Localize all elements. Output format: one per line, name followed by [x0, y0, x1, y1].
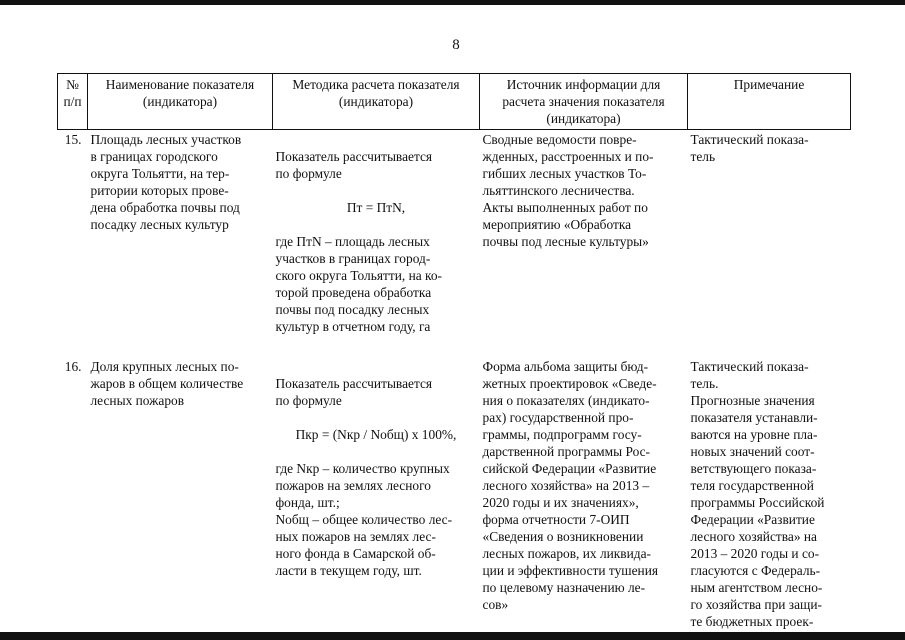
- page-number: 8: [452, 37, 460, 53]
- header-indicator-name: Наименование показателя (индикатора): [88, 74, 273, 130]
- note: Тактический показа- тель. Прогнозные значения показателя устанавли- ваются на уровне пла- новых значений соот- ветствующего показа- теля государственной программы Российской Федерации «Развитие лесного хозяйства» на 2013 – 2020 годы и со- гласуются с Федераль- ным агентством лесно- го хозяйства при защи- те бюджетных проек-: [690, 359, 825, 629]
- note: Тактический показа- тель: [690, 132, 809, 164]
- table-header-row: [58, 74, 851, 130]
- formula: Пт = ПтN,: [346, 200, 406, 215]
- method-intro: Показатель рассчитывается по формуле: [275, 149, 433, 181]
- info-source: Сводные ведомости повре- жденных, расстроенных и по- гибших лесных участков То- льяттинского лесничества. Акты выполненных работ по мероприятию «Обработка почвы под лесные культуры»: [482, 132, 654, 249]
- method-intro: Показатель рассчитывается по формуле: [275, 376, 433, 408]
- page-bottom-border: [0, 632, 905, 640]
- calc-method: [273, 352, 480, 630]
- method-description: где Nкр – количество крупных пожаров на землях лесного фонда, шт.; Nобщ – общее количество лес- ных пожаров на землях лес- ного фонда в Самарской об- ласти в текущем году, шт.: [275, 461, 453, 578]
- header-calc-method: Методика расчета показателя (индикатора): [273, 74, 480, 130]
- page-top-border: [0, 0, 905, 5]
- calc-method: [273, 130, 480, 353]
- row-number: 15.: [64, 132, 82, 147]
- formula: Пкр = (Nкр / Nобщ) x 100%,: [295, 427, 457, 442]
- row-number: 16.: [64, 359, 82, 374]
- header-note: Примечание: [688, 74, 851, 130]
- header-info-source: Источник информации для расчета значения показателя (индикатора): [480, 74, 688, 130]
- indicator-name: Площадь лесных участков в границах городского округа Тольятти, на тер- ритории которых прове- дена обработка почвы под посадку лесных культур: [90, 132, 242, 232]
- method-description: где ПтN – площадь лесных участков в границах город- ского округа Тольятти, на ко- торой проведена обработка почвы под посадку лесных культур в отчетном году, га: [275, 234, 443, 334]
- header-num: № п/п: [58, 74, 88, 130]
- indicator-name: Доля крупных лесных по- жаров в общем количестве лесных пожаров: [90, 359, 244, 408]
- table-row: [58, 130, 851, 353]
- indicator-table: [57, 73, 851, 630]
- info-source: Форма альбома защиты бюд- жетных проектировок «Сведе- ния о показателях (индикато- рах) государственной про- граммы, подпрограмм госу- дарственной программы Рос- сийской Федерации «Развитие лесного хозяйства» на 2013 – 2020 годы и их значениях», форма отчетности 7-ОИП «Сведения о возникновении лесных пожаров, их ликвида- ции и эффективности тушения по целевому назначению ле- сов»: [482, 359, 659, 612]
- table-row: [58, 352, 851, 630]
